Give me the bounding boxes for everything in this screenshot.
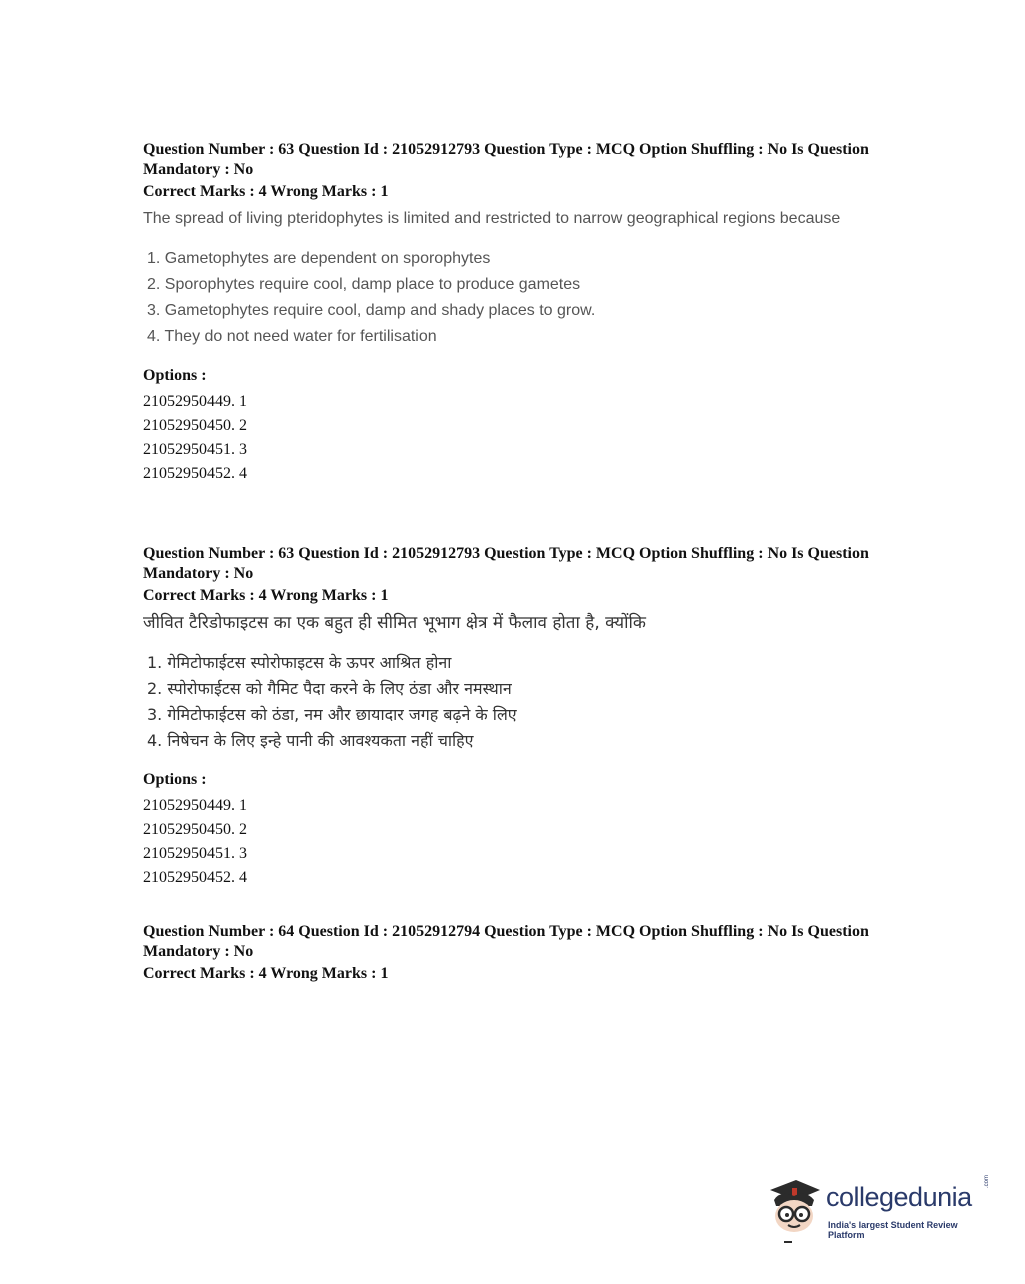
option-id: 21052950451. 3 (143, 441, 247, 458)
options-label: Options : (143, 367, 207, 384)
answer-item: 2. Sporophytes require cool, damp place to produce gametes (147, 276, 581, 293)
question-marks: Correct Marks : 4 Wrong Marks : 1 (143, 965, 389, 982)
answer-list (147, 650, 883, 754)
option-id: 21052950449. 1 (143, 393, 247, 410)
logo-wordmark: collegedunia (826, 1182, 972, 1212)
collegedunia-logo (766, 1176, 996, 1246)
question-block-2 (143, 544, 883, 890)
question-text: जीवित टैरिडोफाइटस का एक बहुत ही सीमित भूभाग क्षेत्र में फैलाव होता है, क्योंकि (143, 613, 646, 633)
answer-item: 3. Gametophytes require cool, damp and shady places to grow. (147, 302, 596, 319)
options-label: Options : (143, 771, 207, 788)
question-text: The spread of living pteridophytes is limited and restricted to narrow geographical regions because (143, 210, 841, 227)
question-block-1 (143, 140, 883, 486)
question-marks: Correct Marks : 4 Wrong Marks : 1 (143, 587, 389, 604)
question-meta: Question Number : 63 Question Id : 21052912793 Question Type : MCQ Option Shuffling : No Is Question Mandatory : No (143, 545, 869, 582)
answer-list (147, 246, 883, 350)
logo-tagline: India's largest Student Review Platform (828, 1220, 958, 1240)
option-id: 21052950449. 1 (143, 797, 247, 814)
answer-item: 2. स्पोरोफाईटस को गैमिट पैदा करने के लिए ठंडा और नमस्थान (147, 679, 512, 698)
logo-dotcom: .com (984, 1174, 990, 1188)
mascot-icon (766, 1176, 822, 1244)
option-id: 21052950452. 4 (143, 869, 247, 886)
option-id: 21052950450. 2 (143, 821, 247, 838)
option-id: 21052950451. 3 (143, 845, 247, 862)
answer-item: 4. They do not need water for fertilisation (147, 328, 437, 345)
option-id: 21052950452. 4 (143, 465, 247, 482)
question-marks: Correct Marks : 4 Wrong Marks : 1 (143, 183, 389, 200)
answer-item: 1. गेमिटोफाईटस स्पोरोफाइटस के ऊपर आश्रित होना (147, 653, 452, 672)
question-block-3 (143, 922, 883, 984)
answer-item: 3. गेमिटोफाईटस को ठंडा, नम और छायादार जगह बढ़ने के लिए (147, 705, 517, 724)
answer-item: 4. निषेचन के लिए इन्हे पानी की आवश्यकता नहीं चाहिए (147, 731, 474, 750)
question-meta: Question Number : 63 Question Id : 21052912793 Question Type : MCQ Option Shuffling : No Is Question Mandatory : No (143, 141, 869, 178)
question-meta: Question Number : 64 Question Id : 21052912794 Question Type : MCQ Option Shuffling : No Is Question Mandatory : No (143, 923, 869, 960)
option-id: 21052950450. 2 (143, 417, 247, 434)
answer-item: 1. Gametophytes are dependent on sporophytes (147, 250, 491, 267)
